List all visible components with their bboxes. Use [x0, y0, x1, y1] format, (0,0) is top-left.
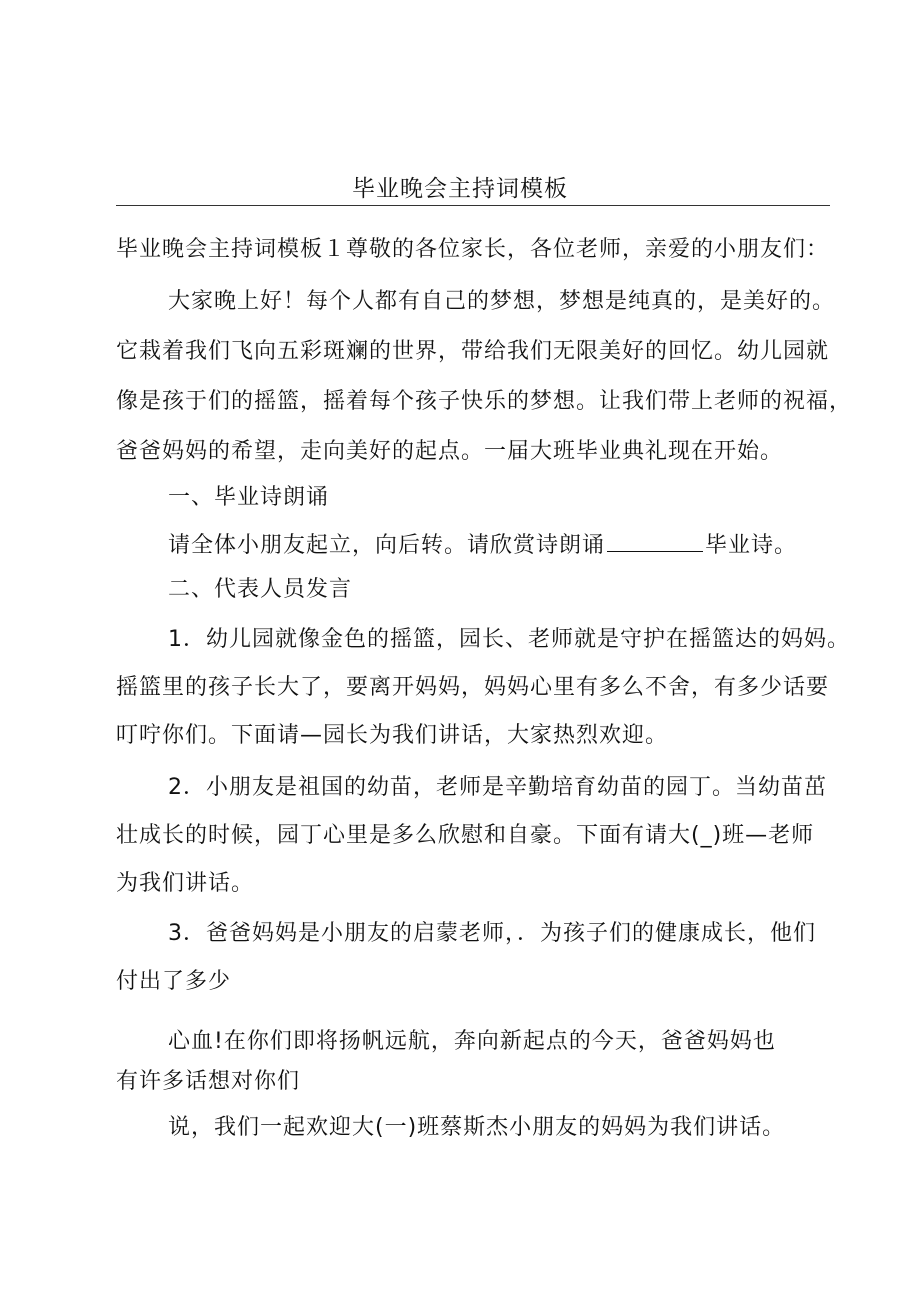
paragraph-line: 摇篮里的孩子长大了，要离开妈妈，妈妈心里有多么不舍，有多少话要: [116, 675, 830, 700]
paragraph-line: 付出了多少: [116, 969, 232, 994]
line-text: 请全体小朋友起立，向后转。请欣赏诗朗诵: [168, 533, 606, 558]
paragraph-line: 有许多话想对你们: [116, 1069, 301, 1094]
paragraph-line: [168, 528, 797, 559]
paragraph-line: 像是孩于们的摇篮，摇着每个孩子快乐的梦想。让我们带上老师的祝福，: [116, 389, 853, 414]
paragraph-line: 2．小朋友是祖国的幼苗，老师是辛勤培育幼苗的园丁。当幼苗茁: [168, 775, 827, 800]
document-title: 毕业晚会主持词模板: [352, 176, 568, 202]
paragraph-line: 心血!在你们即将扬帆远航，奔向新起点的今天，爸爸妈妈也: [168, 1029, 776, 1054]
paragraph-line: 3．爸爸妈妈是小朋友的启蒙老师，．为孩子们的健康成长，他们: [168, 921, 816, 946]
paragraph-line: 它栽着我们飞向五彩斑斓的世界，带给我们无限美好的回忆。幼儿园就: [116, 339, 830, 364]
paragraph-line: 说，我们一起欢迎大(一)班蔡斯杰小朋友的妈妈为我们讲话。: [168, 1115, 786, 1140]
paragraph-line: 大家晚上好！每个人都有自己的梦想，梦想是纯真的，是美好的。: [168, 289, 836, 314]
paragraph-line: 叮咛你们。下面请—园长为我们讲话，大家热烈欢迎。: [116, 723, 669, 748]
line-text: 毕业诗。: [705, 533, 798, 558]
title-underline: [116, 205, 830, 206]
paragraph-line: 毕业晚会主持词模板１尊敬的各位家长，各位老师，亲爱的小朋友们：: [116, 237, 830, 262]
fill-blank: [607, 533, 703, 552]
section-heading: 二、代表人员发言: [168, 577, 353, 602]
paragraph-line: 为我们讲话。: [116, 871, 255, 896]
paragraph-line: 爸爸妈妈的希望，走向美好的起点。一届大班毕业典礼现在开始。: [116, 439, 784, 464]
paragraph-line: 壮成长的时候，园丁心里是多么欣慰和自豪。下面有请大(_)班—老师: [116, 823, 815, 848]
paragraph-line: 1．幼儿园就像金色的摇篮，园长、老师就是守护在摇篮达的妈妈。: [168, 627, 850, 652]
section-heading: 一、毕业诗朗诵: [168, 485, 330, 510]
